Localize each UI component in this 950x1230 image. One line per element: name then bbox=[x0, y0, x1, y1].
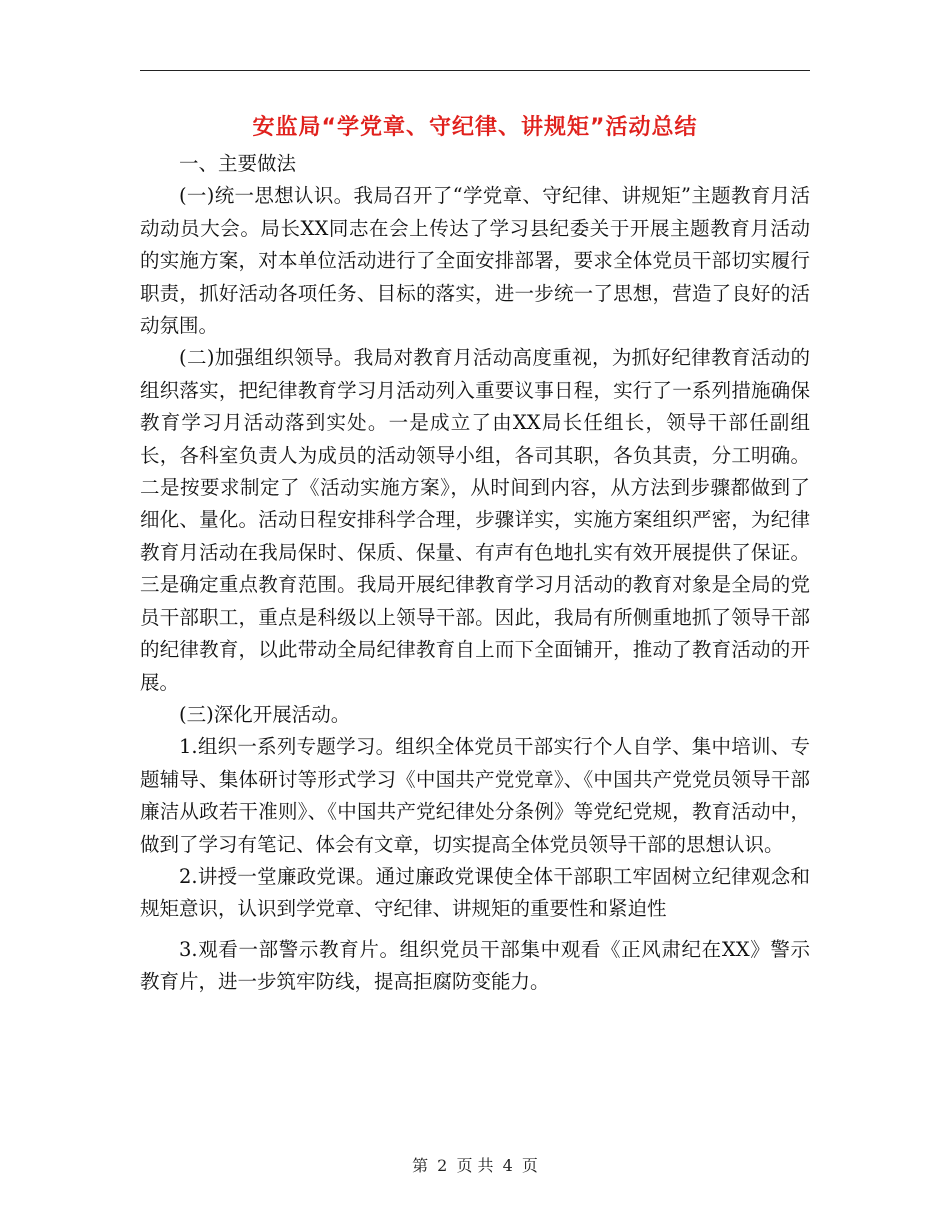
body-paragraph: 1.组织一系列专题学习。组织全体党员干部实行个人自学、集中培训、专题辅导、集体研讨等形式学习《中国共产党党章》、《中国共产党党员领导干部廉洁从政若干准则》、《中国共产党纪律处分条例》等党纪党规，教育活动中，做到了学习有笔记、体会有文章，切实提高全体党员领导干部的思想认识。 bbox=[140, 735, 810, 856]
document-title: 安监局“学党章、守纪律、讲规矩”活动总结 bbox=[252, 115, 698, 140]
page-total: 4 bbox=[502, 1156, 513, 1175]
document-body bbox=[140, 148, 810, 999]
header-rule bbox=[140, 70, 810, 71]
body-paragraph: 3.观看一部警示教育片。组织党员干部集中观看《正风肃纪在XX》警示教育片，进一步筑牢防线，提高拒腐防变能力。 bbox=[140, 937, 810, 994]
footer-suffix: 页 bbox=[521, 1156, 538, 1175]
body-paragraph: 2.讲授一堂廉政党课。通过廉政党课使全体干部职工牢固树立纪律观念和规矩意识，认识到学党章、守纪律、讲规矩的重要性和紧迫性 bbox=[140, 864, 810, 921]
body-paragraph: (二)加强组织领导。我局对教育月活动高度重视，为抓好纪律教育活动的组织落实，把纪律教育学习月活动列入重要议事日程，实行了一系列措施确保教育学习月活动落到实处。一是成立了由XX局长任组长，领导干部任副组长，各科室负责人为成员的活动领导小组，各司其职，各负其责，分工明确。二是按要求制定了《活动实施方案》，从时间到内容，从方法到步骤都做到了细化、量化。活动日程安排科学合理，步骤详实，实施方案组织严密，为纪律教育月活动在我局保时、保质、保量、有声有色地扎实有效开展提供了保证。三是确定重点教育范围。我局开展纪律教育学习月活动的教育对象是全局的党员干部职工，重点是科级以上领导干部。因此，我局有所侧重地抓了领导干部的纪律教育，以此带动全局纪律教育自上而下全面铺开，推动了教育活动的开展。 bbox=[140, 346, 810, 694]
page-footer bbox=[0, 1153, 950, 1176]
footer-prefix: 第 bbox=[412, 1156, 429, 1175]
subsection-heading: (三)深化开展活动。 bbox=[179, 702, 351, 726]
section-heading: 一、主要做法 bbox=[179, 152, 297, 175]
body-paragraph: (一)统一思想认识。我局召开了“学党章、守纪律、讲规矩”主题教育月活动动员大会。局长XX同志在会上传达了学习县纪委关于开展主题教育月活动的实施方案，对本单位活动进行了全面安排部署，要求全体党员干部切实履行职责，抓好活动各项任务、目标的落实，进一步统一了思想，营造了良好的活动氛围。 bbox=[140, 184, 810, 338]
page-number: 2 bbox=[437, 1156, 448, 1175]
footer-mid: 页 共 bbox=[456, 1156, 494, 1175]
